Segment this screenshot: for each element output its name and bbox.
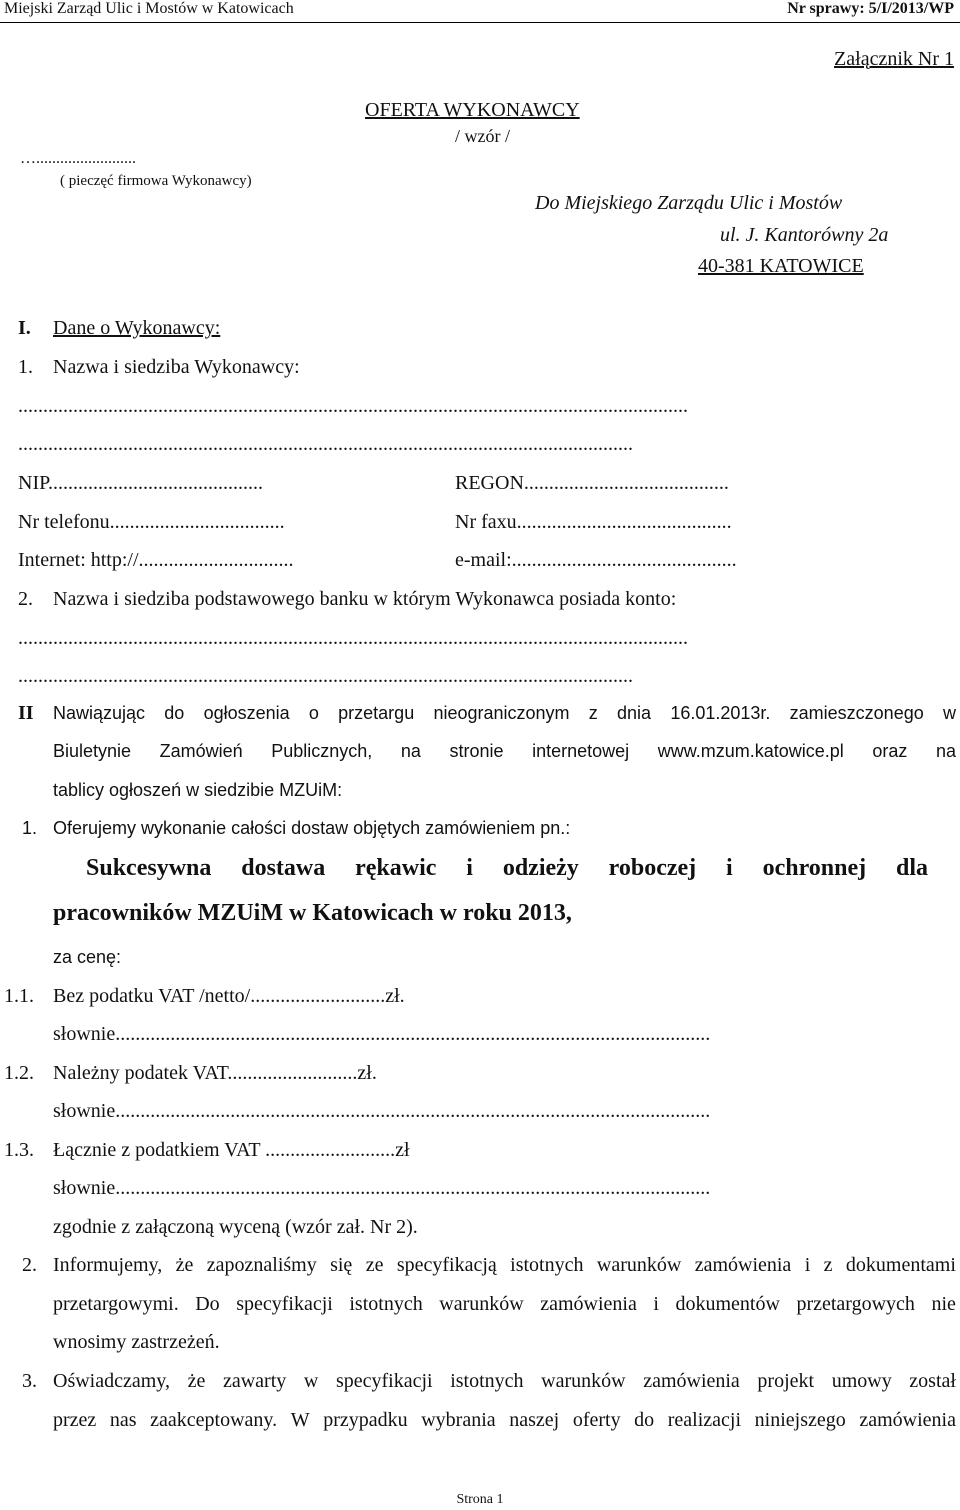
section2-line3: tablicy ogłoszeń w siedzibie MZUiM: <box>53 780 343 800</box>
word: przetargu <box>338 703 415 723</box>
word: zamówienia <box>694 1254 792 1276</box>
word: dnia <box>617 703 652 723</box>
word: zamówienia <box>540 1293 637 1315</box>
header-divider <box>0 22 960 23</box>
word: Informujemy, <box>53 1254 163 1276</box>
word: na <box>935 741 956 761</box>
word: istotnych <box>349 1293 423 1315</box>
word: oferty <box>572 1409 621 1431</box>
word: zamówienia <box>643 1370 740 1392</box>
nip-field: NIP........................................... <box>18 472 264 494</box>
word: odzieży <box>502 855 579 881</box>
header-org: Miejski Zarząd Ulic i Mostów w Katowicach <box>4 0 294 17</box>
word: Zamówień <box>159 741 243 761</box>
word: i <box>466 855 473 881</box>
phone-field: Nr telefonu................................... <box>18 511 285 533</box>
section1-item1-num: 1. <box>18 356 33 378</box>
word: zamieszczonego <box>789 703 924 723</box>
section1-title: Dane o Wykonawcy: <box>53 317 221 339</box>
vat-num: 1.2. <box>4 1062 34 1084</box>
word: 16.01.2013r. <box>670 703 771 723</box>
section1-num: I. <box>18 317 31 339</box>
section1-item2-num: 2. <box>18 588 33 610</box>
section2-item3-num: 3. <box>22 1370 37 1392</box>
price-net-words: słownie....................................................................................................................... <box>53 1023 711 1045</box>
word: specyfikacji <box>236 1293 333 1315</box>
company-name-dots-2: ........................................................................................................................... <box>18 433 633 455</box>
word: nie <box>931 1293 956 1315</box>
word: warunków <box>439 1293 524 1315</box>
email-field: e-mail:............................................. <box>455 549 737 571</box>
section2-item3-line1 <box>53 1370 956 1393</box>
word: istotnych <box>450 1370 524 1392</box>
word: projekt <box>757 1370 815 1392</box>
price-net-field: Bez podatku VAT /netto/...........................zł. <box>53 985 405 1007</box>
word: W <box>290 1409 310 1431</box>
word: w <box>303 1370 319 1392</box>
word: że <box>187 1370 206 1392</box>
word: zawarty <box>222 1370 287 1392</box>
section2-item3-line2 <box>53 1409 956 1432</box>
word: warunków <box>541 1370 626 1392</box>
section1-item2-text: Nazwa i siedziba podstawowego banku w którym Wykonawca posiada konto: <box>53 588 677 610</box>
word: warunków <box>596 1254 682 1276</box>
word: został <box>909 1370 956 1392</box>
word: że <box>175 1254 194 1276</box>
word: istotnych <box>510 1254 584 1276</box>
word: przez <box>53 1409 97 1431</box>
word: zamówienia <box>859 1409 956 1431</box>
word: specyfikacją <box>396 1254 497 1276</box>
word: dla <box>895 855 928 881</box>
website-link: www.mzum.katowice.pl <box>657 741 844 761</box>
word: stronie <box>449 741 504 761</box>
word: dostawa <box>241 855 326 881</box>
vat-words: słownie....................................................................................................................... <box>53 1100 711 1122</box>
regon-field: REGON......................................... <box>455 472 729 494</box>
vat-field: Należny podatek VAT..........................zł. <box>53 1062 377 1084</box>
word: naszej <box>509 1409 560 1431</box>
section2-item1-num: 1. <box>22 818 38 838</box>
page-number: Strona 1 <box>456 1492 504 1507</box>
word: umowy <box>831 1370 892 1392</box>
word: i <box>804 1254 811 1276</box>
stamp-dots: …......................... <box>20 150 136 167</box>
gross-num: 1.3. <box>4 1139 34 1161</box>
gross-field: Łącznie z podatkiem VAT ..........................zł <box>53 1139 410 1161</box>
internet-field: Internet: http://............................... <box>18 549 294 571</box>
fax-field: Nr faxu........................................... <box>455 511 732 533</box>
word: nas <box>109 1409 137 1431</box>
price-label: za cenę: <box>53 947 122 967</box>
word: przetargowych <box>796 1293 915 1315</box>
word: ze <box>365 1254 384 1276</box>
word: wybrania <box>421 1409 496 1431</box>
word: specyfikacji <box>335 1370 433 1392</box>
bank-dots-1: ...................................................................................................................................... <box>18 627 688 649</box>
word: do <box>164 703 185 723</box>
company-name-dots-1: ...................................................................................................................................... <box>18 395 688 417</box>
attachment-label: Załącznik Nr 1 <box>834 48 954 70</box>
offer-title: OFERTA WYKONAWCY <box>365 99 580 121</box>
word: ogłoszenia <box>203 703 290 723</box>
section2-item2-line1 <box>53 1254 956 1277</box>
addressee-line3: 40-381 KATOWICE <box>698 255 864 277</box>
section2-line2 <box>53 741 956 762</box>
word: Publicznych, <box>271 741 373 761</box>
word: roboczej <box>608 855 697 881</box>
word: niniejszego <box>754 1409 846 1431</box>
subject-line1 <box>86 855 928 882</box>
word: Biuletynie <box>53 741 132 761</box>
word: zaakceptowany. <box>150 1409 278 1431</box>
word: na <box>400 741 421 761</box>
section1-item1-text: Nazwa i siedziba Wykonawcy: <box>53 356 300 378</box>
word: i <box>653 1293 659 1315</box>
section2-item2-num: 2. <box>22 1254 37 1276</box>
word: oraz <box>872 741 908 761</box>
subject-line2: pracowników MZUiM w Katowicach w roku 2013, <box>53 900 572 926</box>
word: realizacji <box>667 1409 742 1431</box>
word: zapoznaliśmy <box>206 1254 317 1276</box>
bank-dots-2: ........................................................................................................................... <box>18 665 633 687</box>
word: internetowej <box>532 741 630 761</box>
word: z <box>588 703 598 723</box>
word: o <box>308 703 319 723</box>
section2-line1 <box>53 703 956 724</box>
section2-item2-line3: wnosimy zastrzeżeń. <box>53 1331 220 1353</box>
word: rękawic <box>355 855 437 881</box>
stamp-label: ( pieczęć firmowa Wykonawcy) <box>60 173 252 189</box>
valuation-note: zgodnie z załączoną wyceną (wzór zał. Nr 2). <box>53 1216 418 1238</box>
word: dokumentów <box>675 1293 780 1315</box>
word: ochronnej <box>762 855 867 881</box>
section2-num: II <box>18 702 34 724</box>
addressee-line2: ul. J. Kantorówny 2a <box>720 224 889 246</box>
section2-item1-text: Oferujemy wykonanie całości dostaw objętych zamówieniem pn.: <box>53 818 571 838</box>
header-case-number: Nr sprawy: 5/I/2013/WP <box>787 0 954 17</box>
word: się <box>330 1254 353 1276</box>
price-net-num: 1.1. <box>4 985 34 1007</box>
gross-words: słownie....................................................................................................................... <box>53 1177 711 1199</box>
word: przypadku <box>323 1409 408 1431</box>
word: do <box>634 1409 655 1431</box>
word: Do <box>195 1293 220 1315</box>
addressee-line1: Do Miejskiego Zarządu Ulic i Mostów <box>535 192 843 214</box>
offer-subtitle: / wzór / <box>455 126 510 146</box>
section2-item2-line2 <box>53 1293 956 1316</box>
word: Sukcesywna <box>86 855 212 881</box>
word: dokumentami <box>845 1254 956 1276</box>
word: Nawiązując <box>53 703 146 723</box>
word: z <box>823 1254 833 1276</box>
word: i <box>726 855 733 881</box>
word: Oświadczamy, <box>53 1370 170 1392</box>
word: w <box>942 703 956 723</box>
word: nieograniczonym <box>433 703 570 723</box>
word: przetargowymi. <box>53 1293 179 1315</box>
